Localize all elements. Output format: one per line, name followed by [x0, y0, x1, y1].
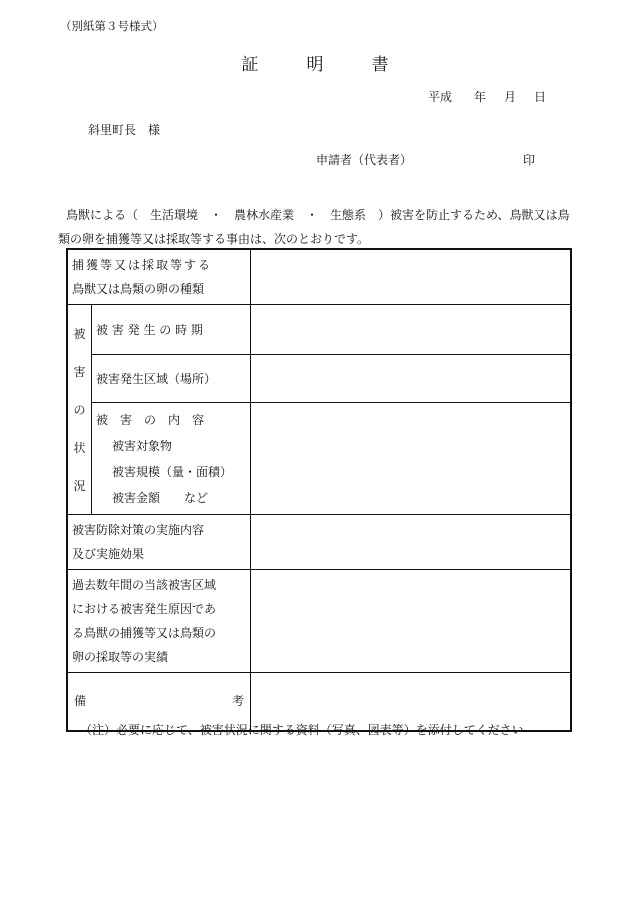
- date-line: [428, 88, 558, 105]
- date-year: 年: [474, 90, 487, 104]
- content-item-3: 被害金額 など: [112, 490, 209, 505]
- title-char-3: 書: [371, 55, 389, 75]
- content-item-2: 被害規模（量・面積）: [112, 464, 233, 479]
- past-record-line2: における被害発生原因であ: [72, 602, 217, 616]
- content-label: 被 害 の 内 容: [96, 412, 205, 427]
- remarks-label-left: 備: [74, 694, 87, 709]
- past-record-line3: る鳥獣の捕獲等又は鳥類の: [72, 626, 217, 640]
- species-label-line2: 鳥獣又は鳥類の卵の種類: [72, 282, 205, 296]
- past-record-label-cell: [67, 570, 251, 673]
- date-month: 月: [504, 90, 517, 104]
- vertical-char-2: 害: [73, 364, 86, 379]
- damage-status-vertical-label: [67, 305, 92, 515]
- attachment-note: （注）必要に応じて、被害状況に関する資料（写真、図表等）を添付してください: [80, 723, 524, 737]
- title-char-1: 証: [241, 55, 259, 75]
- reason-text: 鳥獣による（ 生活環境 ・ 農林水産業 ・ 生態系 ）被害を防止するため、鳥獣又は鳥類の卵を捕獲等又は採取等する事由は、次のとおりです。: [58, 208, 570, 246]
- species-label-line1: 捕獲等又は採取等する: [72, 258, 213, 272]
- vertical-char-3: の: [73, 402, 86, 417]
- past-record-value-cell[interactable]: [251, 570, 572, 673]
- timing-label: 被 害 発 生 の 時 期: [96, 322, 203, 337]
- area-value-cell[interactable]: [251, 355, 572, 403]
- species-label-cell: [67, 249, 251, 305]
- certificate-table: [66, 248, 572, 732]
- content-item-1: 被害対象物: [112, 438, 173, 453]
- content-label-cell: [92, 403, 251, 515]
- timing-value-cell[interactable]: [251, 305, 572, 355]
- vertical-char-1: 被: [73, 326, 86, 341]
- form-number-label: （別紙第３号様式）: [60, 19, 164, 33]
- past-record-line1: 過去数年間の当該被害区域: [72, 578, 217, 592]
- vertical-char-5: 況: [73, 478, 86, 493]
- remarks-label-right: 考: [231, 694, 244, 709]
- addressee: 斜里町長 様: [88, 123, 161, 137]
- past-record-line4: 卵の採取等の実績: [72, 650, 169, 664]
- document-title: [0, 50, 630, 75]
- area-label-cell: [92, 355, 251, 403]
- applicant-label: 申請者（代表者）: [316, 153, 413, 167]
- timing-label-cell: [92, 305, 251, 355]
- area-label: 被害発生区域（場所）: [96, 371, 217, 386]
- measures-label-cell: [67, 515, 251, 570]
- vertical-char-4: 状: [73, 440, 86, 455]
- measures-value-cell[interactable]: [251, 515, 572, 570]
- measures-label-line1: 被害防除対策の実施内容: [72, 523, 205, 537]
- measures-label-line2: 及び実施効果: [72, 547, 145, 561]
- species-value-cell[interactable]: [251, 249, 572, 305]
- date-day: 日: [534, 90, 547, 104]
- date-era: 平成: [428, 90, 453, 104]
- seal-mark: 印: [523, 153, 536, 167]
- title-char-2: 明: [306, 55, 324, 75]
- content-value-cell[interactable]: [251, 403, 572, 515]
